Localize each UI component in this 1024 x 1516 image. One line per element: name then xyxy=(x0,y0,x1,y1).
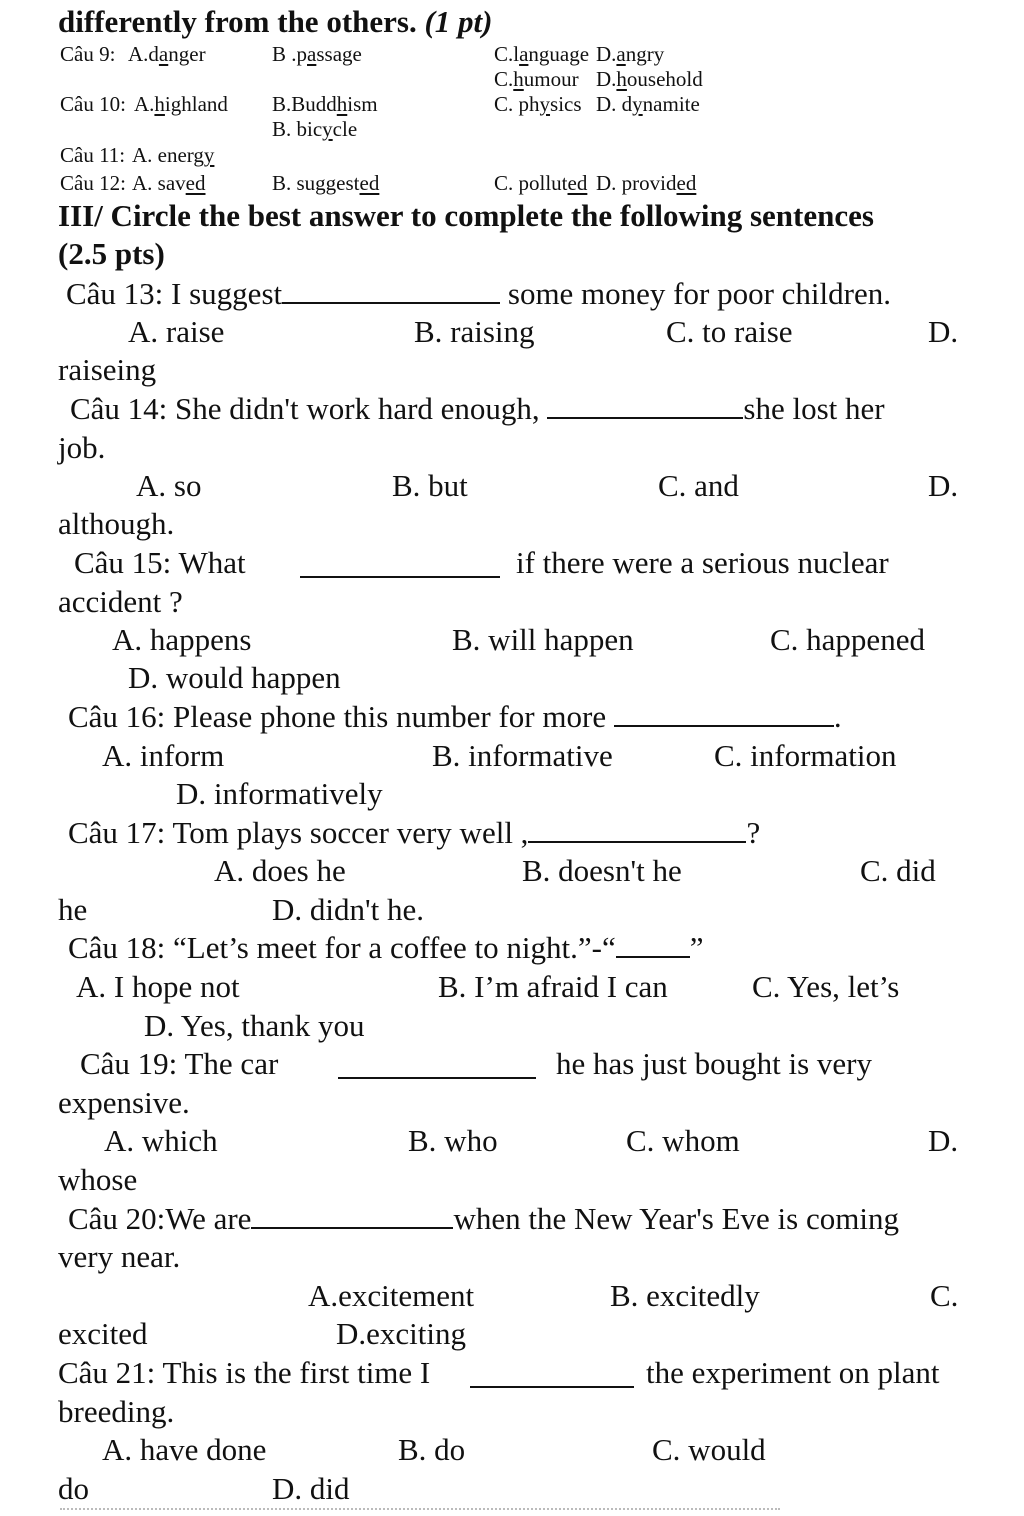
header-points: (1 pt) xyxy=(424,4,493,39)
q19-option-d[interactable]: D. xyxy=(928,1123,959,1158)
q14-blank[interactable] xyxy=(547,416,743,419)
q10-option-d: D. dynamite xyxy=(596,92,700,116)
q16-option-a[interactable]: A. inform xyxy=(102,738,225,773)
q20-option-b[interactable]: B. excitedly xyxy=(610,1278,760,1313)
q16-blank[interactable] xyxy=(614,724,834,727)
q20-option-d[interactable]: D.exciting xyxy=(336,1316,466,1351)
q19-stem-b: he has just bought is very xyxy=(556,1046,872,1081)
q18-option-a[interactable]: A. I hope not xyxy=(76,969,240,1004)
q21-stem-a: Câu 21: This is the first time I xyxy=(58,1355,431,1390)
q10b-option-b: B. bicycle xyxy=(272,117,358,141)
q18-option-d[interactable]: D. Yes, thank you xyxy=(144,1008,365,1043)
q17-blank[interactable] xyxy=(528,840,746,843)
q17-option-a[interactable]: A. does he xyxy=(214,853,346,888)
q18-option-c[interactable]: C. Yes, let’s xyxy=(752,969,900,1004)
q15-stem-a: Câu 15: What xyxy=(74,545,246,580)
header-title: differently from the others. xyxy=(58,4,417,39)
q21-option-d[interactable]: D. did xyxy=(272,1471,350,1506)
q14-option-c[interactable]: C. and xyxy=(658,468,739,503)
q10-option-b: B.Buddhism xyxy=(272,92,378,116)
q20-option-c[interactable]: C. xyxy=(930,1278,959,1313)
section3-title: III/ Circle the best answer to complete the following sentences xyxy=(58,198,874,233)
q12-label: Câu 12: xyxy=(60,171,126,195)
q21-stem-b: the experiment on plant xyxy=(646,1355,940,1390)
q17-option-c-text[interactable]: he xyxy=(58,892,88,927)
q17-stem: Câu 17: Tom plays soccer very well , ? xyxy=(68,815,761,850)
q19-option-c[interactable]: C. whom xyxy=(626,1123,740,1158)
cut-off-next-line xyxy=(60,1508,780,1514)
q16-stem: Câu 16: Please phone this number for more . xyxy=(68,699,842,734)
q14-option-d-text[interactable]: although. xyxy=(58,506,175,541)
q19-stem-a: Câu 19: The car xyxy=(80,1046,279,1081)
q11-label: Câu 11: xyxy=(60,143,126,167)
q15-option-d[interactable]: D. would happen xyxy=(128,660,341,695)
q17-option-d[interactable]: D. didn't he. xyxy=(272,892,424,927)
q10-option-c: C. physics xyxy=(494,92,582,116)
q9b-option-c: C.humour xyxy=(494,67,579,91)
q13-option-d-text[interactable]: raiseing xyxy=(58,352,157,387)
q12-option-b: B. suggested xyxy=(272,171,380,195)
q15-option-c[interactable]: C. happened xyxy=(770,622,925,657)
section3-points: (2.5 pts) xyxy=(58,236,165,271)
q10-label: Câu 10: xyxy=(60,92,126,116)
q15-blank[interactable] xyxy=(300,575,500,578)
q9b-option-d: D.household xyxy=(596,67,703,91)
q13-option-c[interactable]: C. to raise xyxy=(666,314,793,349)
q17-option-c[interactable]: C. did xyxy=(860,853,936,888)
q18-stem: Câu 18: “Let’s meet for a coffee to night.”-“ ” xyxy=(68,930,704,965)
q21-blank[interactable] xyxy=(470,1385,634,1388)
q12-option-c: C. polluted xyxy=(494,171,588,195)
q14-stem-cont: job. xyxy=(58,430,106,465)
q21-option-b[interactable]: B. do xyxy=(398,1432,466,1467)
q9-label: Câu 9: xyxy=(60,42,116,66)
q19-blank[interactable] xyxy=(338,1076,536,1079)
q18-option-b[interactable]: B. I’m afraid I can xyxy=(438,969,668,1004)
q14-option-d[interactable]: D. xyxy=(928,468,959,503)
q16-option-c[interactable]: C. information xyxy=(714,738,897,773)
q9-option-d: D.angry xyxy=(596,42,665,66)
q16-option-b[interactable]: B. informative xyxy=(432,738,613,773)
q19-option-b[interactable]: B. who xyxy=(408,1123,498,1158)
q20-stem: Câu 20:We are when the New Year's Eve is coming xyxy=(68,1201,899,1236)
q14-stem: Câu 14: She didn't work hard enough, she lost her xyxy=(70,391,885,426)
section-header xyxy=(58,6,492,37)
q15-option-a[interactable]: A. happens xyxy=(112,622,252,657)
q9-option-a: A.danger xyxy=(128,42,206,66)
q20-blank[interactable] xyxy=(251,1226,453,1229)
q10-option-a: A.highland xyxy=(134,92,228,116)
q13-blank[interactable] xyxy=(282,301,500,304)
q17-option-b[interactable]: B. doesn't he xyxy=(522,853,682,888)
q15-stem-cont: accident ? xyxy=(58,584,183,619)
q21-option-c-text[interactable]: do xyxy=(58,1471,89,1506)
q11-option-a: A. energy xyxy=(132,143,215,167)
q18-blank[interactable] xyxy=(616,955,690,958)
q13-option-d[interactable]: D. xyxy=(928,314,959,349)
q19-stem-cont: expensive. xyxy=(58,1085,190,1120)
q20-option-a[interactable]: A.excitement xyxy=(308,1278,475,1313)
q19-option-a[interactable]: A. which xyxy=(104,1123,218,1158)
q13-option-b[interactable]: B. raising xyxy=(414,314,535,349)
q20-stem-cont: very near. xyxy=(58,1239,181,1274)
q16-option-d[interactable]: D. informatively xyxy=(176,776,383,811)
q21-option-c[interactable]: C. would xyxy=(652,1432,766,1467)
q13-option-a[interactable]: A. raise xyxy=(128,314,225,349)
q12-option-a: A. saved xyxy=(132,171,206,195)
q21-stem-cont: breeding. xyxy=(58,1394,175,1429)
q19-option-d-text[interactable]: whose xyxy=(58,1162,138,1197)
q21-option-a[interactable]: A. have done xyxy=(102,1432,267,1467)
q9-option-c: C.language xyxy=(494,42,590,66)
q14-option-a[interactable]: A. so xyxy=(136,468,202,503)
q9-option-b: B .passage xyxy=(272,42,362,66)
q13-stem: Câu 13: I suggest some money for poor children. xyxy=(66,276,891,311)
q15-option-b[interactable]: B. will happen xyxy=(452,622,634,657)
q14-option-b[interactable]: B. but xyxy=(392,468,468,503)
q12-option-d: D. provided xyxy=(596,171,697,195)
q20-option-c-text[interactable]: excited xyxy=(58,1316,148,1351)
q15-stem-b: if there were a serious nuclear xyxy=(516,545,889,580)
